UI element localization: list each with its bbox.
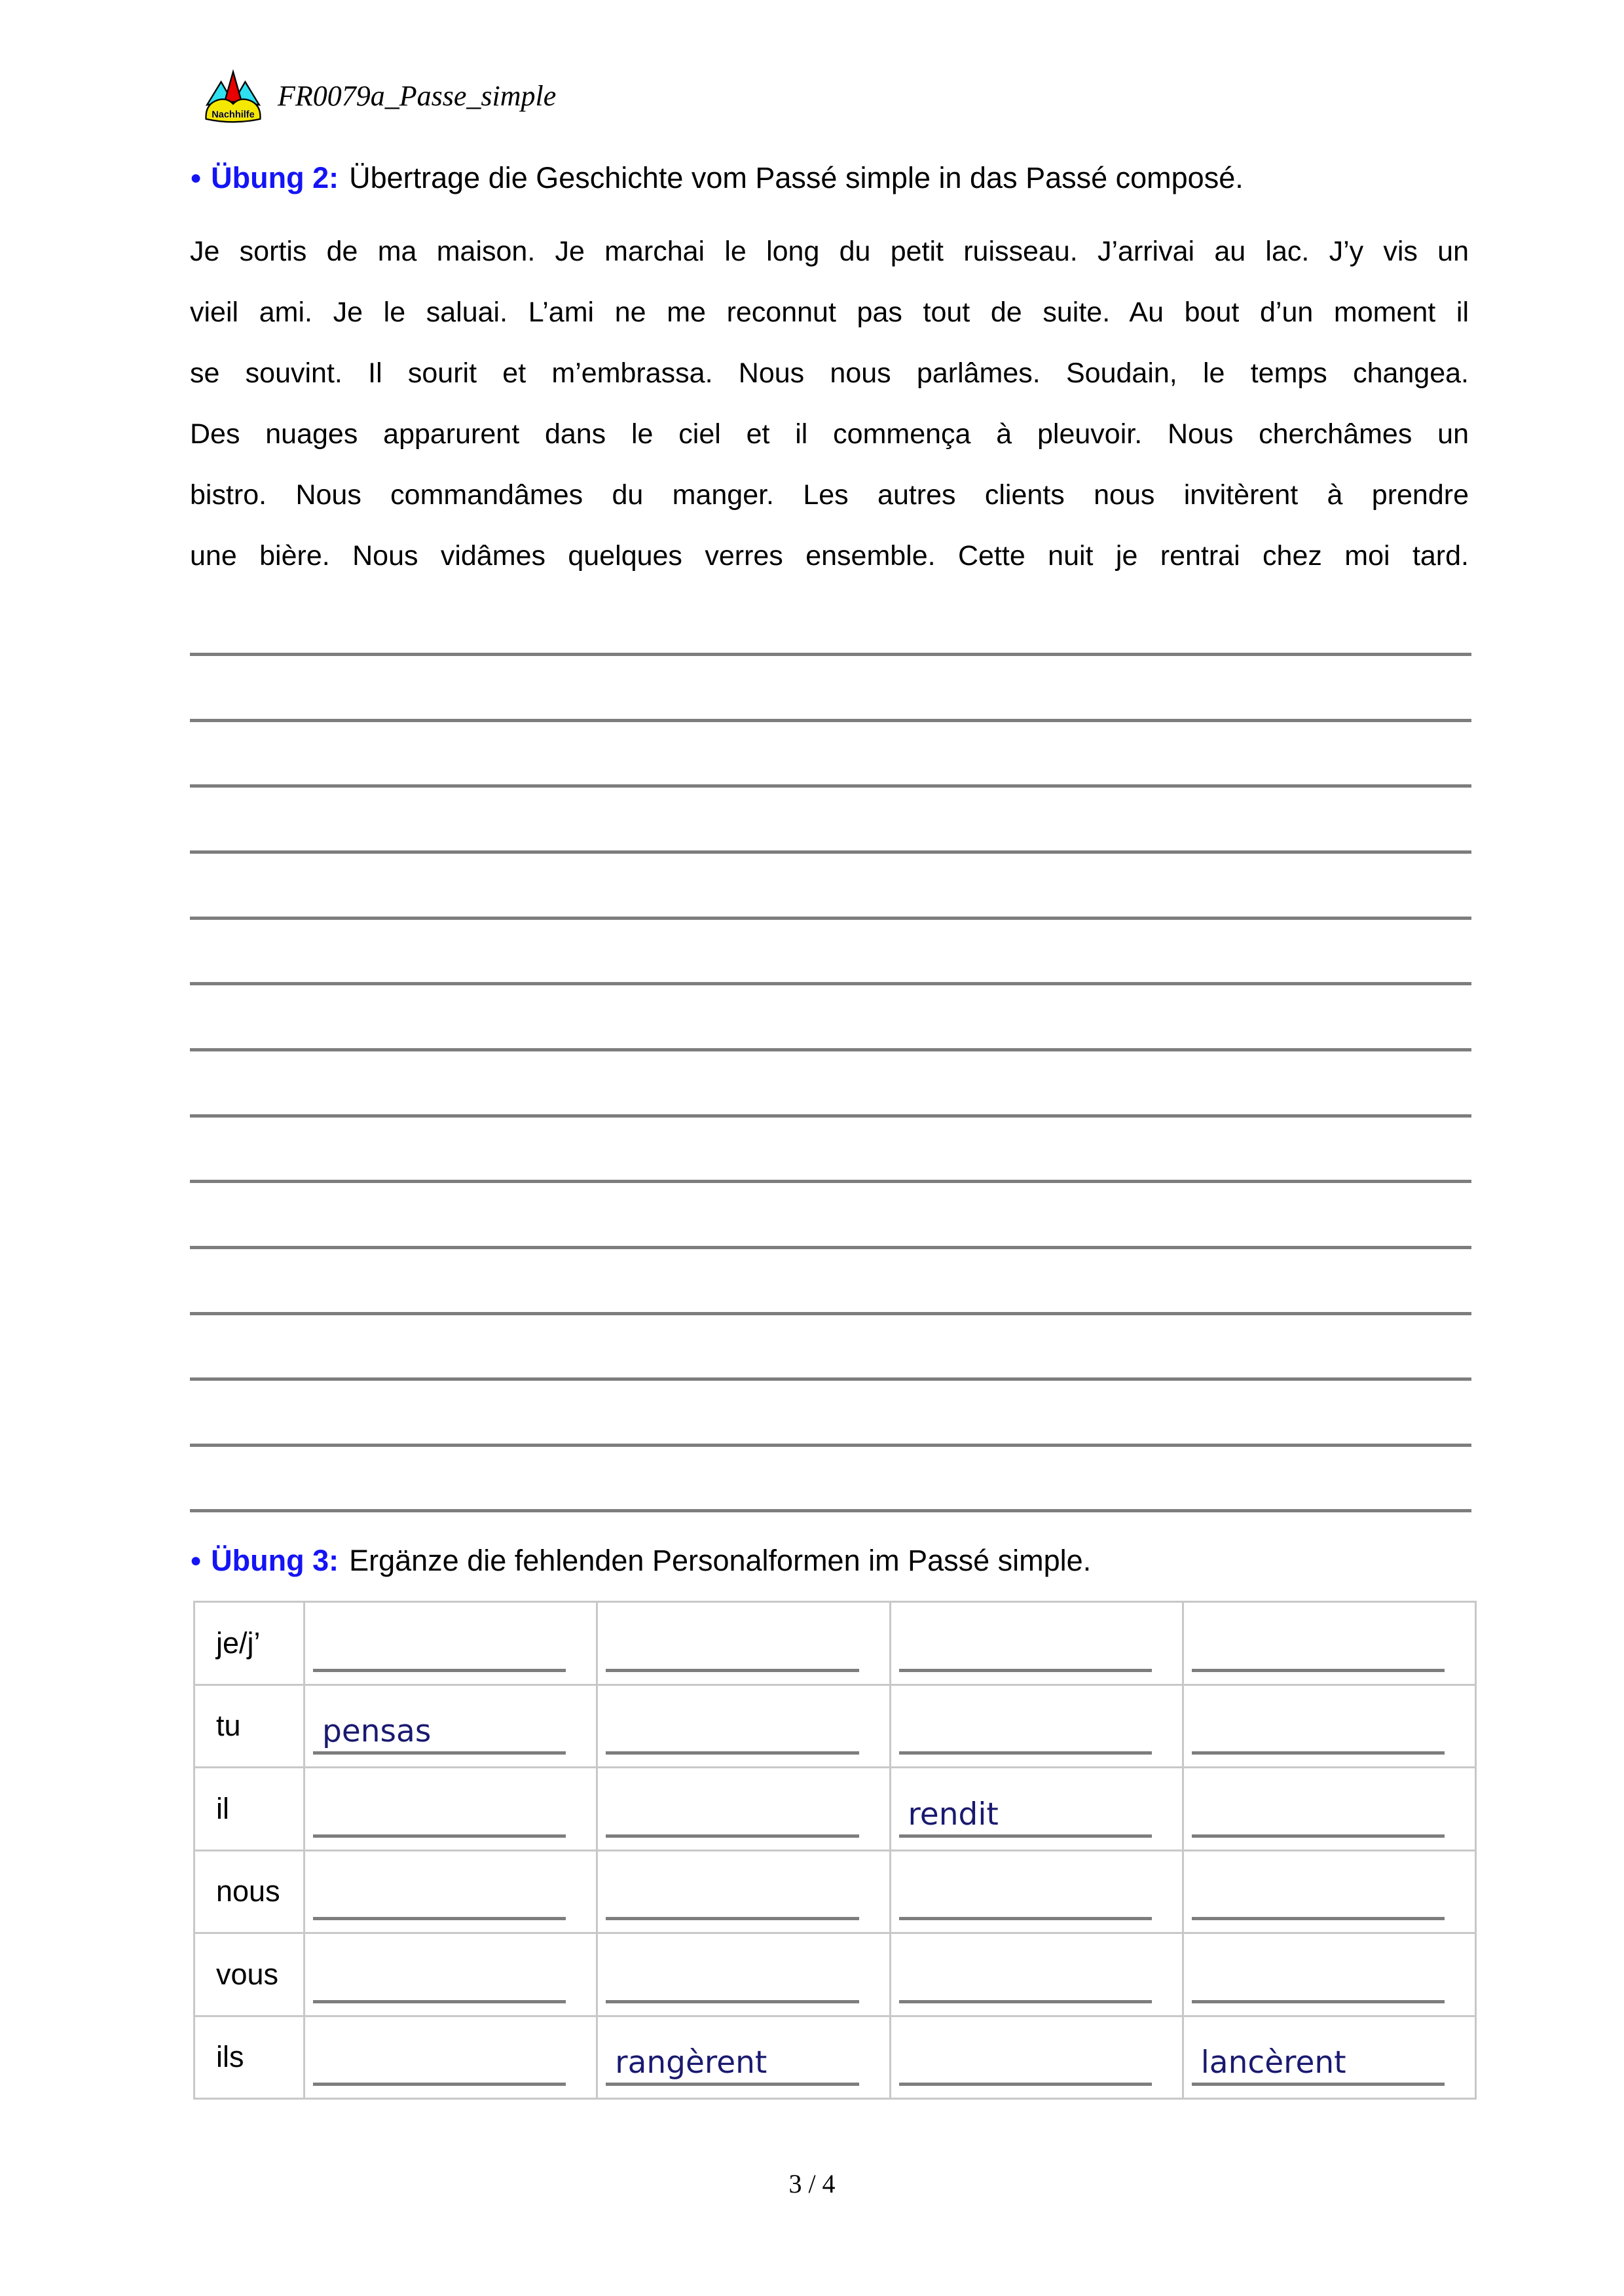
- answer-blank: [313, 2083, 566, 2086]
- answer-blank: [899, 1834, 1152, 1838]
- answer-blank: [313, 1669, 566, 1672]
- pronoun-label: vous: [216, 1957, 279, 1991]
- story-paragraph: [190, 230, 1469, 596]
- logo-center-peak: [225, 72, 242, 102]
- answer-blank: [1192, 2000, 1445, 2003]
- answer-line[interactable]: [190, 1180, 1471, 1183]
- answer-blank: [606, 1917, 858, 1920]
- pronoun-label: je/j’: [216, 1626, 261, 1660]
- answer-line[interactable]: [190, 850, 1471, 854]
- bullet-icon: ●: [190, 1550, 202, 1571]
- story-line: Je sortis de ma maison. Je marchai le long du petit ruisseau. J’arrivai au lac. J’y vis un: [190, 236, 1469, 267]
- table-answer: rangèrent: [615, 2045, 767, 2081]
- table-answer: lancèrent: [1200, 2045, 1346, 2081]
- answer-cell[interactable]: [1182, 1768, 1475, 1850]
- bullet-icon: ●: [190, 167, 202, 189]
- answer-line[interactable]: [190, 1246, 1471, 1249]
- answer-line[interactable]: [190, 917, 1471, 920]
- answer-cell[interactable]: [303, 1768, 596, 1850]
- table-row: [195, 2015, 1475, 2098]
- answer-blank: [1192, 1834, 1445, 1838]
- answer-blank: [313, 1917, 566, 1920]
- page-number: 3 / 4: [788, 2169, 836, 2198]
- uebung3-label: Übung 3:: [211, 1544, 339, 1577]
- answer-cell[interactable]: [303, 1603, 596, 1684]
- answer-blank: [1192, 1669, 1445, 1672]
- answer-line[interactable]: [190, 719, 1471, 722]
- answer-cell[interactable]: [889, 1603, 1182, 1684]
- pronoun-label: tu: [216, 1709, 241, 1743]
- answer-cell[interactable]: [596, 1934, 889, 2015]
- uebung2-label: Übung 2:: [211, 161, 339, 194]
- conjugation-table: [193, 1601, 1477, 2100]
- story-line: se souvint. Il sourit et m’embrassa. Nous nous parlâmes. Soudain, le temps changea.: [190, 357, 1469, 389]
- answer-cell[interactable]: [889, 1851, 1182, 1933]
- answer-cell[interactable]: [1182, 1686, 1475, 1767]
- table-row: [195, 1603, 1475, 1684]
- answer-blank: [899, 2083, 1152, 2086]
- answer-cell[interactable]: [596, 1851, 889, 1933]
- answer-blank: [1192, 1917, 1445, 1920]
- answer-blank: [606, 1834, 858, 1838]
- answer-blank: [899, 1669, 1152, 1672]
- table-row: [195, 1932, 1475, 2015]
- answer-cell[interactable]: [596, 2017, 889, 2098]
- uebung2-instruction: Übertrage die Geschichte vom Passé simple in das Passé composé.: [349, 161, 1244, 194]
- uebung3-heading: [190, 1544, 1091, 1578]
- answer-blank: [899, 2000, 1152, 2003]
- answer-cell[interactable]: [596, 1603, 889, 1684]
- answer-cell[interactable]: [303, 1851, 596, 1933]
- answer-cell[interactable]: [889, 2017, 1182, 2098]
- story-line: bistro. Nous commandâmes du manger. Les autres clients nous invitèrent à prendre: [190, 479, 1469, 511]
- answer-blank: [313, 1751, 566, 1755]
- logo-label: Nachhilfe: [212, 109, 255, 120]
- answer-cell[interactable]: [303, 1934, 596, 2015]
- uebung2-heading: [190, 161, 1244, 195]
- uebung3-instruction: Ergänze die fehlenden Personalformen im Passé simple.: [349, 1544, 1092, 1577]
- answer-blank: [1192, 1751, 1445, 1755]
- answer-blank: [899, 1751, 1152, 1755]
- story-line: vieil ami. Je le saluai. L’ami ne me reconnut pas tout de suite. Au bout d’un moment il: [190, 297, 1469, 328]
- answer-blank: [606, 2000, 858, 2003]
- answer-cell[interactable]: [889, 1686, 1182, 1767]
- answer-blank: [313, 2000, 566, 2003]
- answer-line[interactable]: [190, 982, 1471, 985]
- answer-cell[interactable]: [889, 1768, 1182, 1850]
- answer-cell[interactable]: [1182, 1603, 1475, 1684]
- doc-title: FR0079a_Passe_simple: [278, 80, 557, 112]
- answer-lines: [190, 653, 1471, 1517]
- answer-cell[interactable]: [1182, 2017, 1475, 2098]
- table-answer: pensas: [322, 1713, 432, 1749]
- answer-line[interactable]: [190, 1114, 1471, 1118]
- answer-cell[interactable]: [1182, 1851, 1475, 1933]
- answer-line[interactable]: [190, 784, 1471, 788]
- answer-cell[interactable]: [303, 2017, 596, 2098]
- table-row: [195, 1766, 1475, 1850]
- answer-blank: [606, 1669, 858, 1672]
- answer-cell[interactable]: [303, 1686, 596, 1767]
- answer-cell[interactable]: [1182, 1934, 1475, 2015]
- nachhilfe-logo: [203, 69, 263, 125]
- answer-blank: [606, 1751, 858, 1755]
- answer-blank: [899, 1917, 1152, 1920]
- answer-line[interactable]: [190, 1048, 1471, 1051]
- answer-line[interactable]: [190, 1312, 1471, 1315]
- pronoun-label: nous: [216, 1874, 280, 1908]
- pronoun-label: ils: [216, 2040, 244, 2074]
- answer-cell[interactable]: [889, 1934, 1182, 2015]
- answer-line[interactable]: [190, 1509, 1471, 1512]
- answer-blank: [1192, 2083, 1445, 2086]
- answer-blank: [606, 2083, 858, 2086]
- story-line: Des nuages apparurent dans le ciel et il commença à pleuvoir. Nous cherchâmes un: [190, 418, 1469, 450]
- answer-cell[interactable]: [596, 1768, 889, 1850]
- table-answer: rendit: [908, 1796, 999, 1832]
- answer-line[interactable]: [190, 1377, 1471, 1381]
- table-row: [195, 1684, 1475, 1767]
- answer-blank: [313, 1834, 566, 1838]
- answer-line[interactable]: [190, 1444, 1471, 1447]
- answer-cell[interactable]: [596, 1686, 889, 1767]
- answer-line[interactable]: [190, 653, 1471, 656]
- table-row: [195, 1850, 1475, 1933]
- header: [203, 69, 556, 125]
- pronoun-label: il: [216, 1791, 229, 1825]
- story-line: une bière. Nous vidâmes quelques verres ensemble. Cette nuit je rentrai chez moi tard.: [190, 540, 1469, 572]
